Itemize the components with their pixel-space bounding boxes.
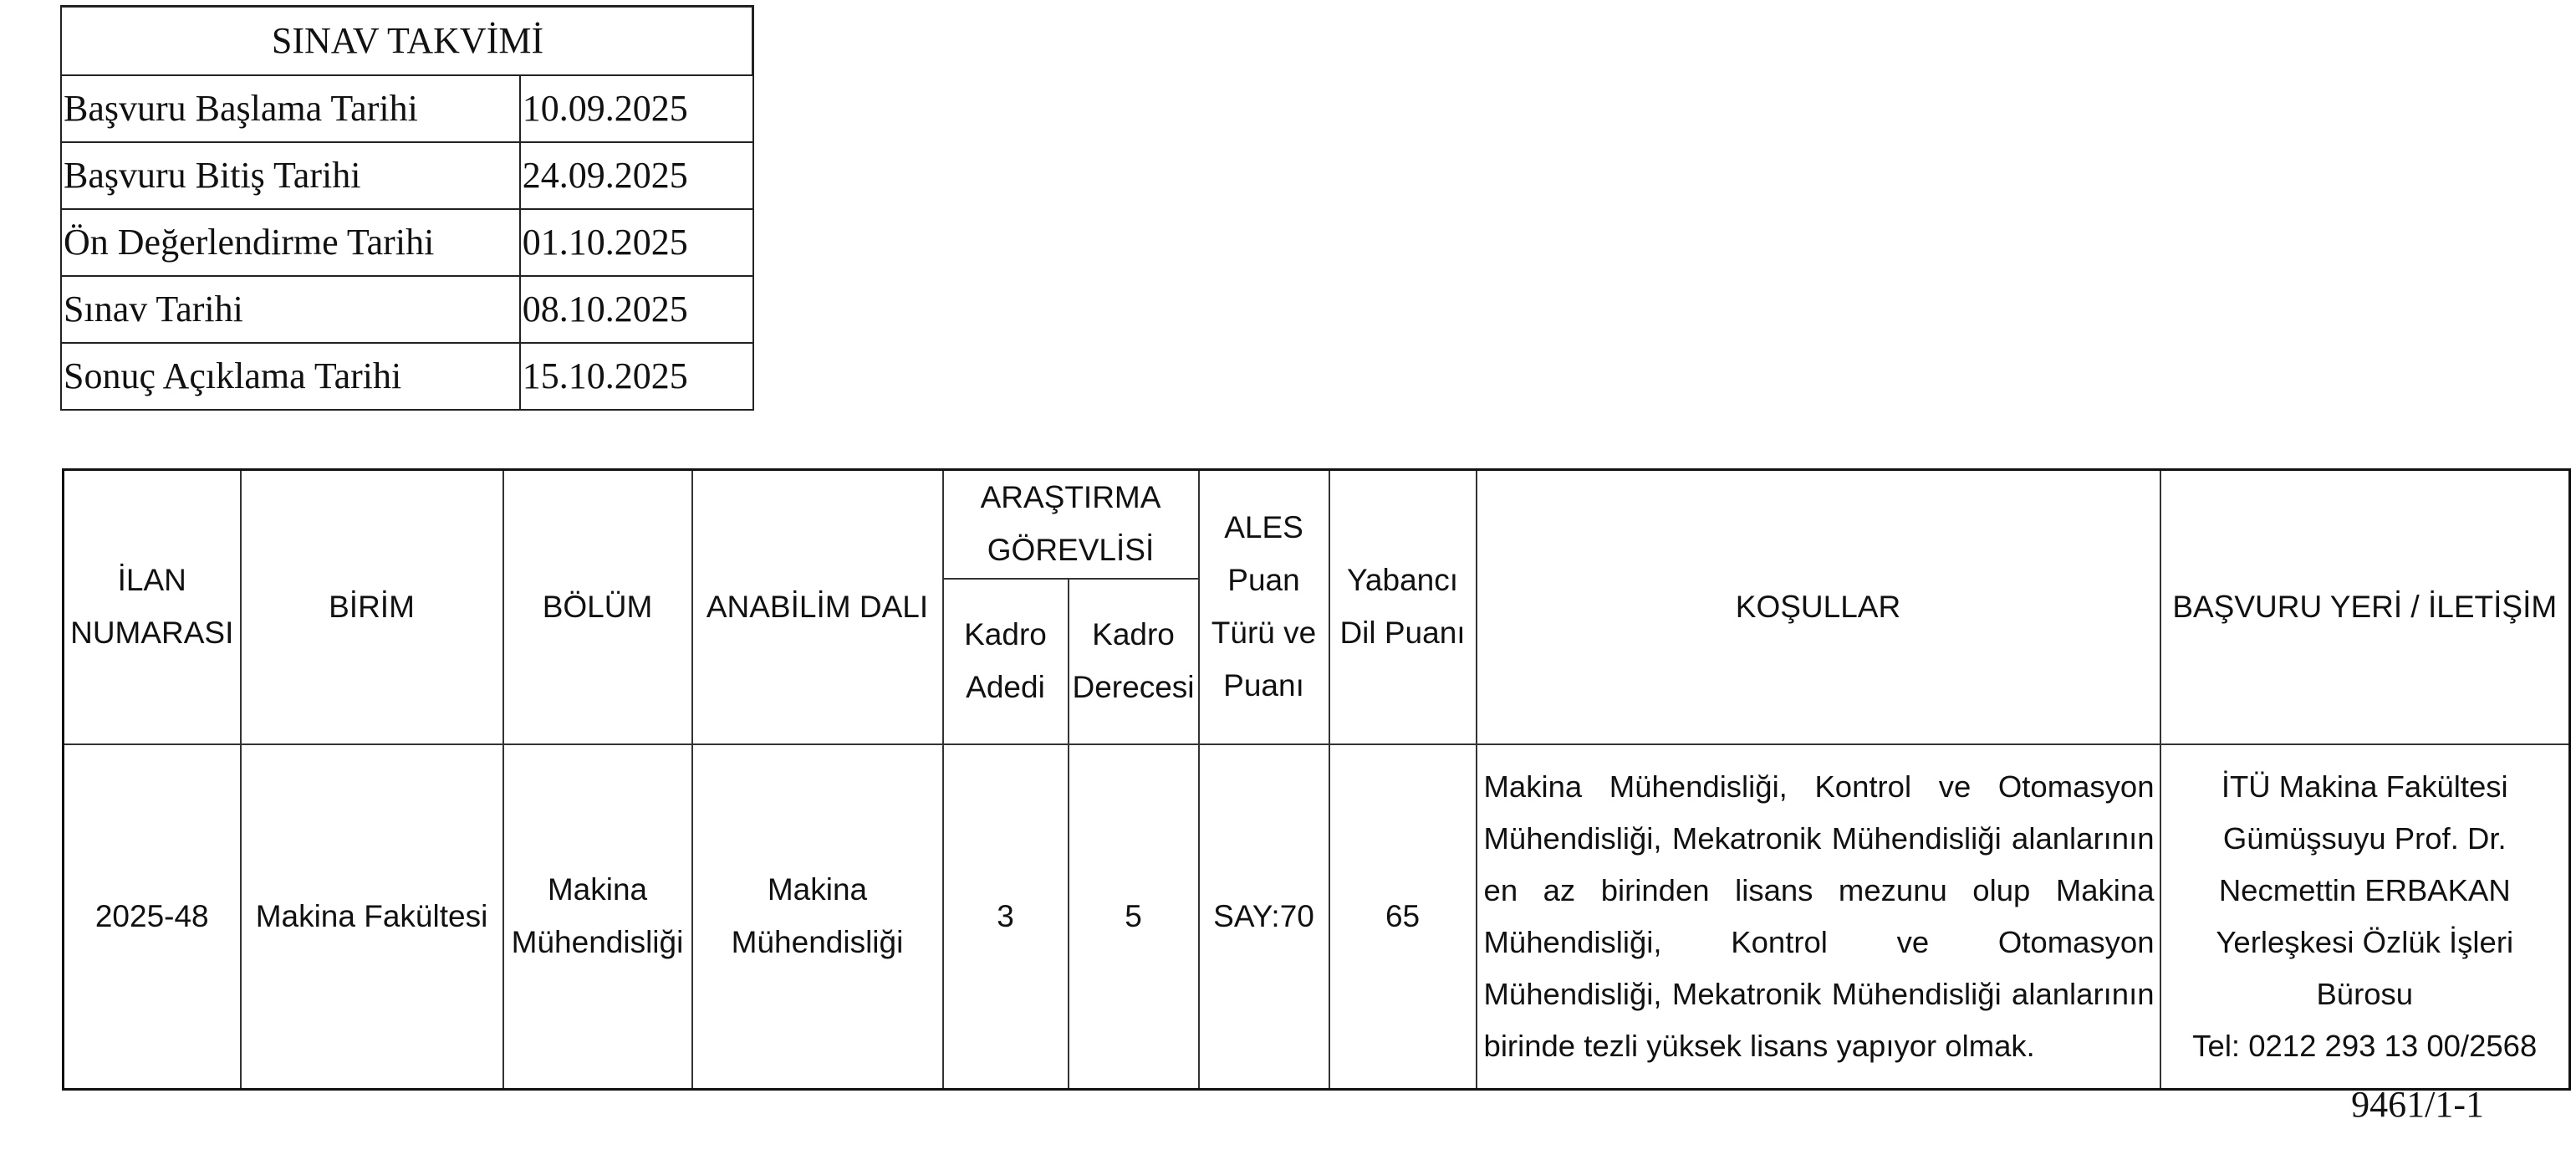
document-reference-number: 9461/1-1 [2351,1084,2484,1125]
header-yabanci-line2: Dil Puanı [1339,616,1466,650]
calendar-row-label: Sonuç Açıklama Tarihi [61,343,520,410]
cell-iletisim-line1: İTÜ Makina Fakültesi [2221,769,2508,804]
header-ilan-line2: NUMARASI [70,616,234,650]
calendar-row [61,142,753,209]
cell-iletisim-line4: Yerleşkesi Özlük İşleri Bürosu [2216,925,2514,1012]
calendar-row-date: 10.09.2025 [520,75,753,142]
cell-anabilim-dali [692,744,943,1090]
header-birim: BİRİM [241,470,503,745]
calendar-row-label: Sınav Tarihi [61,276,520,343]
header-kadro-adedi-line1: Kadro [964,617,1047,652]
header-ales-line3: Türü ve [1211,616,1317,650]
header-basvuru-yeri: BAŞVURU YERİ / İLETİŞİM [2160,470,2570,745]
cell-bolum [503,744,692,1090]
header-bolum: BÖLÜM [503,470,692,745]
cell-birim: Makina Fakültesi [241,744,503,1090]
header-yabanci-line1: Yabancı [1347,563,1459,598]
calendar-title-row [61,7,753,76]
cell-iletisim-line5: Tel: 0212 293 13 00/2568 [2192,1029,2538,1064]
cell-kadro-derecesi: 5 [1069,744,1199,1090]
calendar-row-label: Başvuru Başlama Tarihi [61,75,520,142]
calendar-row [61,276,753,343]
cell-ales: SAY:70 [1199,744,1329,1090]
calendar-row [61,75,753,142]
header-row-top [64,470,2570,580]
cell-iletisim-line3: Necmettin ERBAKAN [2218,872,2511,907]
calendar-title: SINAV TAKVİMİ [61,7,753,76]
header-ales [1199,470,1329,745]
header-ales-line1: ALES [1224,510,1303,545]
cell-basvuru-iletisim [2160,744,2570,1090]
cell-iletisim-line2: Gümüşsuyu Prof. Dr. [2222,820,2507,856]
header-ales-line2: Puan [1227,563,1300,598]
cell-kosullar: Makina Mühendisliği, Kontrol ve Otomasyon Mühendisliği, Mekatronik Mühendisliği alanlarının en az birinden lisans mezunu olup Makina Mühendisliği, Kontrol ve Otomasyon Mühendisliği, Mekatronik Mühendisliği alanlarının birinde tezli yüksek lisans yapıyor olmak. [1477,744,2160,1090]
calendar-row-label: Başvuru Bitiş Tarihi [61,142,520,209]
header-arastirma-line2: GÖREVLİSİ [987,533,1155,567]
header-kadro-derecesi-line1: Kadro [1092,617,1175,652]
cell-bolum-line2: Mühendisliği [511,925,684,959]
header-kadro-derecesi-line2: Derecesi [1072,670,1195,704]
cell-yabanci-dil: 65 [1329,744,1477,1090]
header-anabilim-dali: ANABİLİM DALI [692,470,943,745]
header-ales-line4: Puanı [1223,667,1304,703]
header-kadro-derecesi [1069,579,1199,744]
calendar-row-label: Ön Değerlendirme Tarihi [61,209,520,276]
header-kadro-adedi-line2: Adedi [966,670,1045,704]
cell-anabilim-line1: Makina [767,872,868,907]
calendar-row-date: 01.10.2025 [520,209,753,276]
header-kadro-adedi [943,579,1069,744]
calendar-row-date: 08.10.2025 [520,276,753,343]
header-yabanci-dil [1329,470,1477,745]
cell-bolum-line1: Makina [547,872,648,907]
calendar-row-date: 15.10.2025 [520,343,753,410]
header-arastirma-gorevlisi [943,470,1199,580]
calendar-row [61,343,753,410]
exam-calendar-table [60,5,754,411]
vacancy-announcement-table [62,468,2571,1091]
cell-ilan-no: 2025-48 [64,744,241,1090]
header-ilan-line1: İLAN [117,563,186,598]
calendar-row-date: 24.09.2025 [520,142,753,209]
cell-kadro-adedi: 3 [943,744,1069,1090]
cell-anabilim-line2: Mühendisliği [731,925,904,959]
header-kosullar: KOŞULLAR [1477,470,2160,745]
header-ilan-numarasi [64,470,241,745]
table-row [64,744,2570,1090]
header-arastirma-line1: ARAŞTIRMA [980,480,1161,515]
calendar-row [61,209,753,276]
